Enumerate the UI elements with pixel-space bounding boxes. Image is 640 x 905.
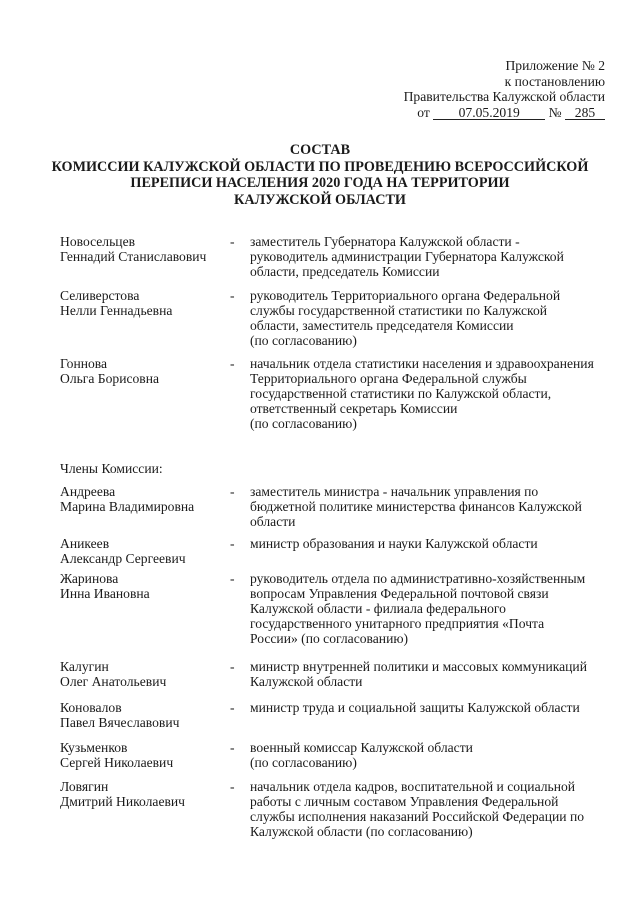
separator-dash: -: [230, 356, 235, 371]
person-surname: Калугин: [60, 659, 109, 674]
role-line: заместитель Губернатора Калужской области -: [250, 234, 520, 249]
number-label: №: [548, 104, 562, 120]
role-line: вопросам Управления Федеральной почтовой связи: [250, 586, 549, 601]
role-line: государственного унитарного предприятия «Почта: [250, 616, 545, 631]
person-name: [60, 288, 235, 318]
person-name: [60, 356, 235, 386]
appendix-line-2: к постановлению: [504, 73, 605, 89]
role-line: руководитель Территориального органа Федеральной: [250, 288, 561, 303]
role-line: военный комиссар Калужской области: [250, 740, 473, 755]
person-name: [60, 700, 235, 730]
separator-dash: -: [230, 659, 235, 674]
role-line: области, председатель Комиссии: [250, 264, 440, 279]
person-role: [250, 740, 620, 770]
person-given-names: Сергей Николаевич: [60, 755, 174, 770]
person-surname: Жаринова: [60, 571, 119, 586]
resolution-number: 285: [565, 106, 605, 120]
person-surname: Ловягин: [60, 779, 109, 794]
header-line-2: ПЕРЕПИСИ НАСЕЛЕНИЯ 2020 ГОДА НА ТЕРРИТОРИИ: [130, 175, 510, 191]
separator-dash: -: [230, 536, 235, 551]
person-surname: Новосельцев: [60, 234, 136, 249]
person-name: [60, 536, 235, 566]
separator-dash: -: [230, 571, 235, 586]
from-label: от: [417, 104, 430, 120]
person-name: [60, 659, 235, 689]
role-line: (по согласованию): [250, 755, 357, 770]
role-line: (по согласованию): [250, 416, 357, 431]
role-line: министр образования и науки Калужской области: [250, 536, 538, 551]
separator-dash: -: [230, 700, 235, 715]
person-role: [250, 779, 620, 839]
resolution-date: 07.05.2019: [433, 106, 545, 120]
person-name: [60, 740, 235, 770]
person-surname: Кузьменков: [60, 740, 128, 755]
role-line: начальник отдела кадров, воспитательной и социальной: [250, 779, 576, 794]
role-line: начальник отдела статистики населения и здравоохранения: [250, 356, 594, 371]
person-surname: Гоннова: [60, 356, 108, 371]
role-line: Территориального органа Федеральной службы: [250, 371, 527, 386]
separator-dash: -: [230, 779, 235, 794]
person-role: [250, 571, 620, 646]
role-line: заместитель министра - начальник управления по: [250, 484, 539, 499]
role-line: (по согласованию): [250, 333, 357, 348]
header-line-3: КАЛУЖСКОЙ ОБЛАСТИ: [234, 191, 406, 208]
separator-dash: -: [230, 288, 235, 303]
appendix-date-line: [345, 105, 605, 121]
role-line: руководитель администрации Губернатора Калужской: [250, 249, 564, 264]
person-name: [60, 571, 235, 601]
person-surname: Аникеев: [60, 536, 110, 551]
role-line: области, заместитель председателя Комиссии: [250, 318, 514, 333]
separator-dash: -: [230, 234, 235, 249]
person-given-names: Марина Владимировна: [60, 499, 195, 514]
role-line: Калужской области: [250, 674, 363, 689]
role-line: руководитель отдела по административно-хозяйственным: [250, 571, 586, 586]
person-given-names: Павел Вячеславович: [60, 715, 180, 730]
appendix-line-1: Приложение № 2: [505, 58, 605, 73]
person-role: [250, 659, 620, 689]
person-surname: Коновалов: [60, 700, 122, 715]
role-line: ответственный секретарь Комиссии: [250, 401, 458, 416]
separator-dash: -: [230, 740, 235, 755]
role-line: области: [250, 514, 296, 529]
header-title: СОСТАВ: [289, 142, 351, 158]
role-line: министр труда и социальной защиты Калужской области: [250, 700, 580, 715]
role-line: России» (по согласованию): [250, 631, 409, 646]
person-name: [60, 484, 235, 514]
role-line: Калужской области - филиала федерального: [250, 601, 506, 616]
appendix-block: [345, 58, 605, 120]
appendix-line-3: Правительства Калужской области: [403, 89, 605, 104]
role-line: бюджетной политике министерства финансов Калужской: [250, 499, 582, 514]
role-line: службы государственной статистики по Калужской: [250, 303, 548, 318]
person-role: [250, 234, 620, 279]
members-section-label: Члены Комиссии:: [60, 461, 163, 476]
person-role: [250, 356, 620, 431]
header-line-1: КОМИССИИ КАЛУЖСКОЙ ОБЛАСТИ ПО ПРОВЕДЕНИЮ ВСЕРОССИЙСКОЙ: [51, 158, 589, 175]
person-surname: Андреева: [60, 484, 116, 499]
document-header: [40, 142, 600, 208]
role-line: государственной статистики по Калужской области,: [250, 386, 552, 401]
person-name: [60, 779, 235, 809]
person-given-names: Дмитрий Николаевич: [60, 794, 186, 809]
person-role: [250, 288, 620, 348]
role-line: министр внутренней политики и массовых коммуникаций: [250, 659, 587, 674]
role-line: работы с личным составом Управления Федеральной: [250, 794, 559, 809]
person-given-names: Геннадий Станиславович: [60, 249, 207, 264]
person-role: [250, 484, 620, 529]
person-role: [250, 536, 620, 551]
person-role: [250, 700, 620, 715]
role-line: службы исполнения наказаний Российской Федерации по: [250, 809, 585, 824]
person-given-names: Инна Ивановна: [60, 586, 150, 601]
person-given-names: Ольга Борисовна: [60, 371, 160, 386]
person-surname: Селиверстова: [60, 288, 140, 303]
person-given-names: Нелли Геннадьевна: [60, 303, 173, 318]
person-name: [60, 234, 235, 264]
role-line: Калужской области (по согласованию): [250, 824, 473, 839]
separator-dash: -: [230, 484, 235, 499]
person-given-names: Олег Анатольевич: [60, 674, 167, 689]
person-given-names: Александр Сергеевич: [60, 551, 186, 566]
